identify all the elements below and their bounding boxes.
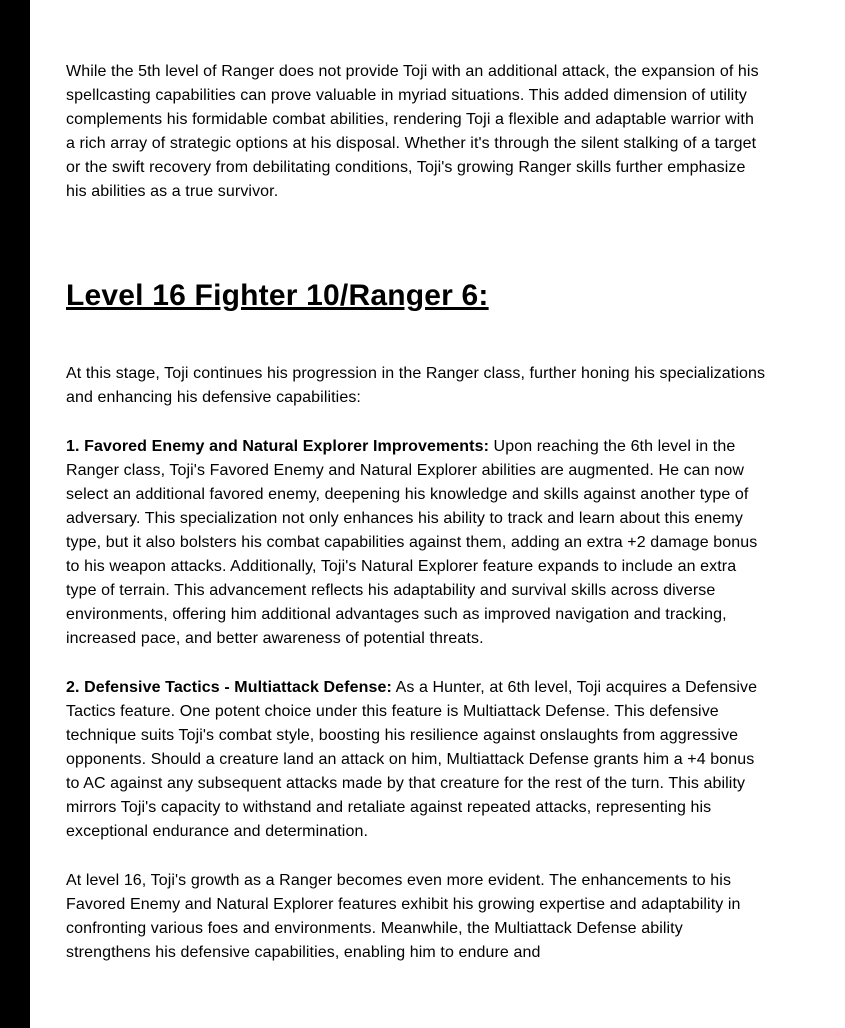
defensive-tactics-lead: 2. Defensive Tactics - Multiattack Defense: — [66, 679, 392, 696]
favored-enemy-body: Upon reaching the 6th level in the Ranger class, Toji's Favored Enemy and Natural Explorer abilities are augmented. He can now select an additional favored enemy, deepening his knowledge and skills against another type of adversary. This specialization not only enhances his ability to track and learn about this enemy type, but it also bolsters his combat capabilities against them, adding an extra +2 damage bonus to his weapon attacks. Additionally, Toji's Natural Explorer feature expands to include an extra type of terrain. This advancement reflects his adaptability and survival skills across diverse environments, offering him additional advantages such as improved navigation and tracking, increased pace, and better awareness of potential threats. — [66, 438, 758, 647]
section-heading-level16: Level 16 Fighter 10/Ranger 6: — [66, 279, 489, 312]
page-left-border — [0, 0, 30, 1028]
defensive-tactics-body: As a Hunter, at 6th level, Toji acquires a Defensive Tactics feature. One potent choice under this feature is Multiattack Defense. This defensive technique suits Toji's combat style, boosting his resilience against onslaughts from aggressive opponents. Should a creature land an attack on him, Multiattack Defense grants him a +4 bonus to AC against any subsequent attacks made by that creature for the rest of the turn. This ability mirrors Toji's capacity to withstand and retaliate against repeated attacks, representing his exceptional endurance and determination. — [66, 679, 758, 840]
paragraph-ranger-level5: While the 5th level of Ranger does not provide Toji with an additional attack, the expansion of his spellcasting capabilities can prove valuable in myriad situations. This added dimension of utility complements his formidable combat abilities, rendering Toji a flexible and adaptable warrior with a rich array of strategic options at his disposal. Whether it's through the silent stalking of a target or the swift recovery from debilitating conditions, Toji's growing Ranger skills further emphasize his abilities as a true survivor. — [66, 63, 759, 200]
favored-enemy-lead: 1. Favored Enemy and Natural Explorer Improvements: — [66, 438, 490, 455]
paragraph-defensive-tactics — [66, 676, 766, 844]
paragraph-favored-enemy — [66, 435, 766, 651]
document-page — [66, 60, 766, 990]
paragraph-closing: At level 16, Toji's growth as a Ranger becomes even more evident. The enhancements to his Favored Enemy and Natural Explorer features exhibit his growing expertise and adaptability in confronting various foes and environments. Meanwhile, the Multiattack Defense ability strengthens his defensive capabilities, enabling him to endure and — [66, 872, 741, 961]
paragraph-stage-overview: At this stage, Toji continues his progression in the Ranger class, further honing his specializations and enhancing his defensive capabilities: — [66, 365, 766, 406]
